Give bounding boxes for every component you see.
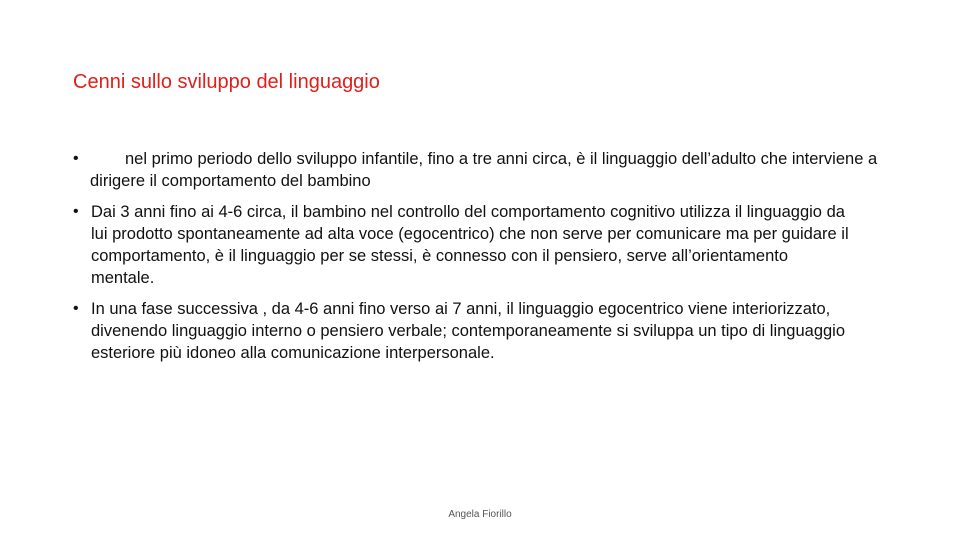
bullet-text-1	[73, 148, 903, 192]
slide-title: Cenni sullo sviluppo del linguaggio	[73, 71, 380, 93]
bullet-item-1	[73, 148, 903, 192]
bullet-dot: •	[73, 300, 79, 317]
bullet-text-content: nel primo periodo dello sviluppo infantile, fino a tre anni circa, è il linguaggio dell’adulto che interviene a dirigere il comportamento del bambino	[90, 150, 878, 190]
bullet-item-2	[73, 201, 903, 289]
bullet-item-3	[73, 298, 903, 364]
bullet-dot: •	[73, 203, 79, 220]
bullet-dot: •	[73, 150, 79, 167]
bullet-text-3: In una fase successiva , da 4-6 anni fino verso ai 7 anni, il linguaggio egocentrico viene interiorizzato, divenendo linguaggio interno o pensiero verbale; contemporaneamente si sviluppa un tipo di linguaggio esteriore più idoneo alla comunicazione interpersonale.	[91, 300, 846, 362]
slide-footer: Angela Fiorillo	[448, 509, 512, 520]
bullet-text-2: Dai 3 anni fino ai 4-6 circa, il bambino nel controllo del comportamento cognitivo utilizza il linguaggio da lui prodotto spontaneamente ad alta voce (egocentrico) che non serve per comunicare ma per guidare il comportamento, è il linguaggio per se stessi, è connesso con il pensiero, serve all’orientamento mentale.	[91, 203, 849, 287]
